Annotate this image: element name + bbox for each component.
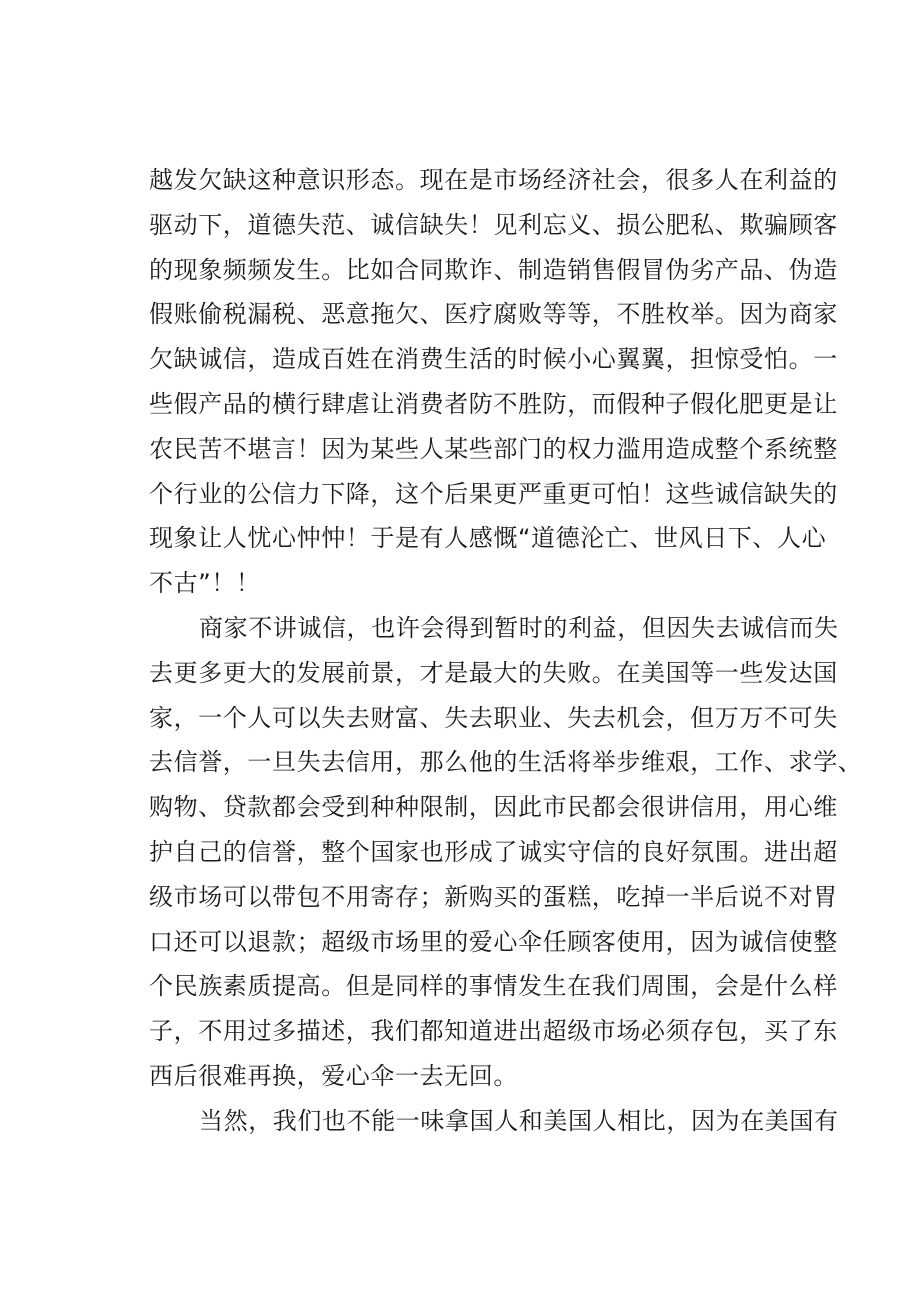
text-line: 护自己的信誉，整个国家也形成了诚实守信的良好氛围。进出超 xyxy=(149,837,838,866)
text-line: 越发欠缺这种意识形态。现在是市场经济社会，很多人在利益的 xyxy=(149,166,838,194)
body-text xyxy=(149,158,863,1144)
paragraph-3 xyxy=(149,1099,839,1144)
text-line: 购物、贷款都会受到种种限制，因此市民都会很讲信用，用心维 xyxy=(149,793,838,822)
text-line: 些假产品的横行肆虐让消费者防不胜防，而假种子假化肥更是让 xyxy=(149,389,838,418)
text-line: 驱动下，道德失范、诚信缺失！见利忘义、损公肥私、欺骗顾客 xyxy=(149,210,838,239)
text-line: 口还可以退款；超级市场里的爱心伞任顾客使用，因为诚信使整 xyxy=(149,927,838,956)
paragraph-1 xyxy=(149,158,838,606)
text-line: 不古”！！ xyxy=(149,569,261,598)
text-line: 级市场可以带包不用寄存；新购买的蛋糕，吃掉一半后说不对胃 xyxy=(149,882,838,911)
text-line: 欠缺诚信，造成百姓在消费生活的时候小心翼翼，担惊受怕。一 xyxy=(149,345,838,374)
text-line: 农民苦不堪言！因为某些人某些部门的权力滥用造成整个系统整 xyxy=(149,434,838,463)
text-line: 子，不用过多描述，我们都知道进出超级市场必须存包，买了东 xyxy=(149,1017,838,1046)
text-line: 个行业的公信力下降，这个后果更严重更可怕！这些诚信缺失的 xyxy=(149,479,838,508)
text-line: 家，一个人可以失去财富、失去职业、失去机会，但万万不可失 xyxy=(149,703,838,732)
text-line: 个民族素质提高。但是同样的事情发生在我们周围，会是什么样 xyxy=(149,972,838,1001)
text-line: 去信誉，一旦失去信用，那么他的生活将举步维艰，工作、求学、 xyxy=(149,748,863,777)
text-line: 商家不讲诚信，也许会得到暂时的利益，但因失去诚信而失 xyxy=(199,613,839,642)
text-line: 西后很难再换，爱心伞一去无回。 xyxy=(149,1061,518,1090)
text-line: 假账偷税漏税、恶意拖欠、医疗腐败等等，不胜枚举。因为商家 xyxy=(149,300,838,329)
text-line: 去更多更大的发展前景，才是最大的失败。在美国等一些发达国 xyxy=(149,658,838,687)
paragraph-2 xyxy=(149,606,863,1099)
text-line: 当然，我们也不能一味拿国人和美国人相比，因为在美国有 xyxy=(199,1106,839,1135)
text-line: 的现象频频发生。比如合同欺诈、制造销售假冒伪劣产品、伪造 xyxy=(149,255,838,284)
text-line: 现象让人忧心忡忡！于是有人感慨“道德沦亡、世风日下、人心 xyxy=(149,524,827,553)
